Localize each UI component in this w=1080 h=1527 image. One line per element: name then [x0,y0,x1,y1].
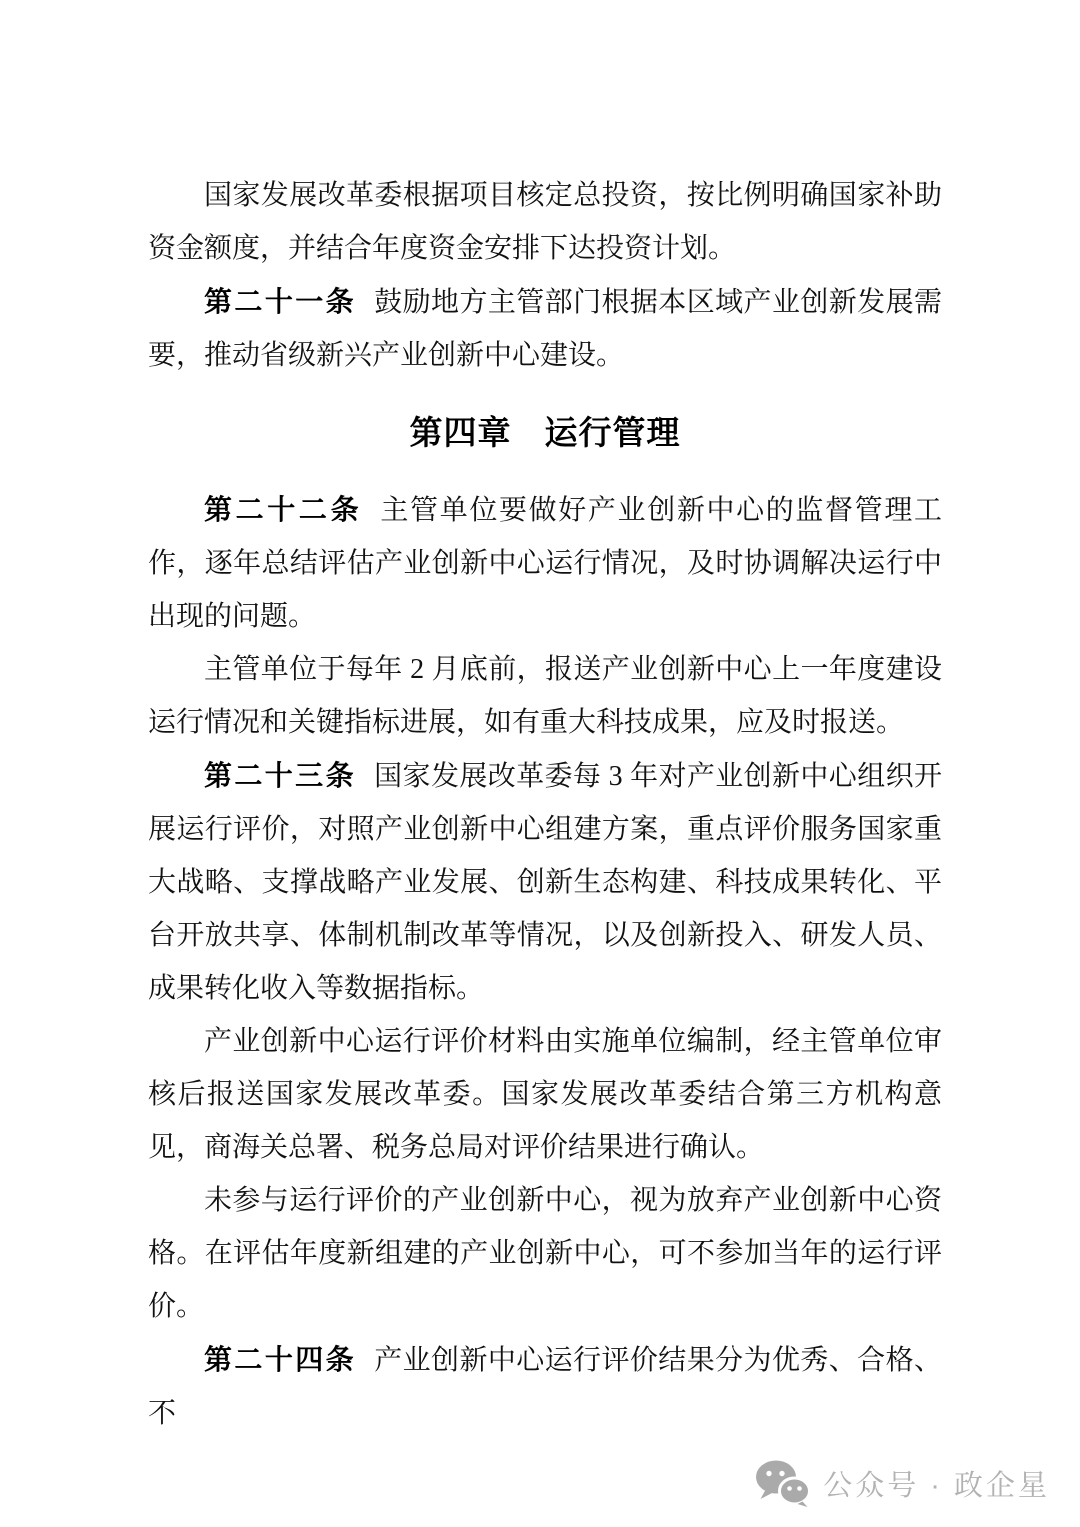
paragraph [148,643,942,749]
paragraph-text: 未参与运行评价的产业创新中心，视为放弃产业创新中心资格。在评估年度新组建的产业创新中心，可不参加当年的运行评价。 [148,1185,942,1322]
document-body [148,169,942,1440]
watermark [755,1460,1050,1507]
watermark-label: 公众号 · 政企星 [823,1470,1050,1502]
paragraph-text: 国家发展改革委每 3 年对产业创新中心组织开展运行评价，对照产业创新中心组建方案，重点评价服务国家重大战略、支撑战略产业发展、创新生态构建、科技成果转化、平台开放共享、体制机制改革等情况，以及创新投入、研发人员、成果转化收入等数据指标。 [148,761,942,1004]
paragraph [148,1174,942,1333]
paragraph-text: 国家发展改革委根据项目核定总投资，按比例明确国家补助资金额度，并结合年度资金安排下达投资计划。 [148,180,942,264]
paragraph-text: 鼓励地方主管部门根据本区域产业创新发展需要，推动省级新兴产业创新中心建设。 [148,287,942,371]
paragraph-text: 主管单位要做好产业创新中心的监督管理工作，逐年总结评估产业创新中心运行情况，及时协调解决运行中出现的问题。 [148,495,942,632]
paragraph [148,749,942,1015]
article-number: 第二十三条 [204,760,356,791]
paragraph [148,1015,942,1174]
paragraph [148,169,942,275]
chapter-number: 第四章 [409,414,512,451]
paragraph [148,1333,942,1440]
paragraph [148,483,942,643]
paragraph-text: 主管单位于每年 2 月底前，报送产业创新中心上一年度建设运行情况和关键指标进展，如有重大科技成果，应及时报送。 [148,654,942,738]
chapter-title: 运行管理 [544,414,681,451]
article-number: 第二十四条 [204,1344,357,1375]
wechat-icon [755,1460,811,1507]
paragraph [148,275,942,382]
article-number: 第二十二条 [204,494,363,525]
paragraph-text: 产业创新中心运行评价材料由实施单位编制，经主管单位审核后报送国家发展改革委。国家发展改革委结合第三方机构意见，商海关总署、税务总局对评价结果进行确认。 [148,1026,942,1163]
article-number: 第二十一条 [204,286,357,317]
chapter-heading [148,406,942,459]
paragraph-text: 产业创新中心运行评价结果分为优秀、合格、不 [148,1345,942,1429]
